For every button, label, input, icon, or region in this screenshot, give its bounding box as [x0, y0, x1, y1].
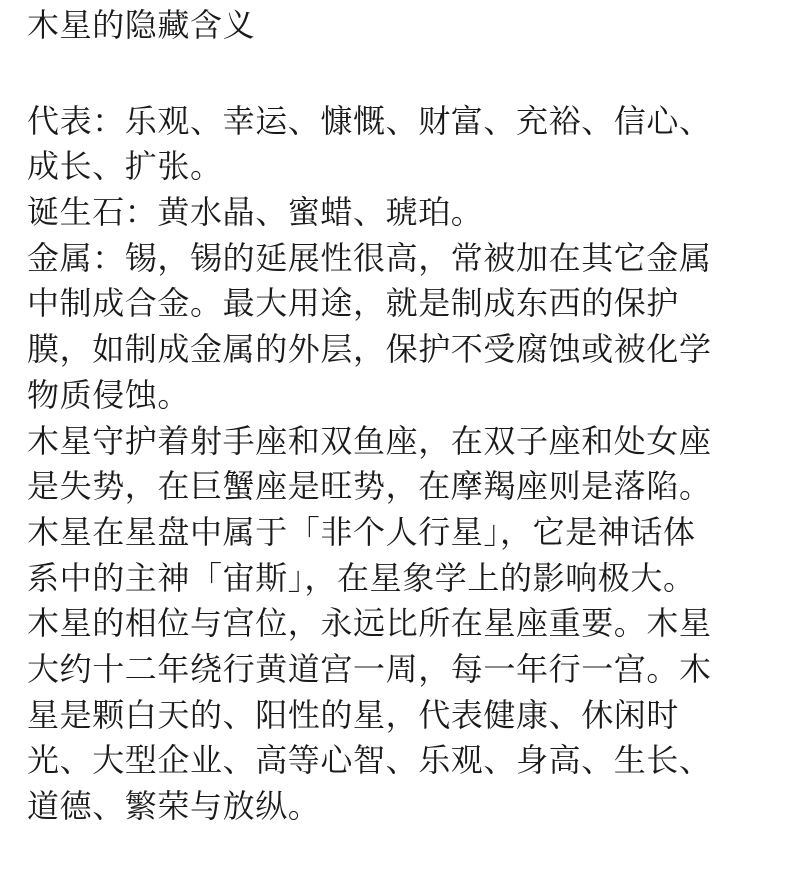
document-body: [27, 0, 787, 830]
text-line: 道德、繁荣与放纵。: [27, 787, 321, 825]
text-line: 物质侵蚀。: [27, 375, 191, 414]
text-line: 金属：锡，锡的延展性很高，常被加在其它金属: [27, 238, 712, 277]
document-title: 木星的隐藏含义: [27, 6, 256, 44]
text-line: 膜，如制成金属的外层，保护不受腐蚀或被化学: [27, 330, 712, 369]
text-line: 代表：乐观、幸运、慷慨、财富、充裕、信心、: [27, 101, 712, 140]
text-line: 星是颗白天的、阳性的星，代表健康、休闲时: [27, 695, 680, 734]
text-line: 成长、扩张。: [27, 147, 223, 186]
text-line: 大约十二年绕行黄道宫一周，每一年行一宫。木: [27, 649, 712, 688]
text-line: 中制成合金。最大用途，就是制成东西的保护: [27, 284, 680, 323]
text-line: 木星守护着射手座和双鱼座，在双子座和处女座: [27, 421, 712, 460]
text-line: 是失势，在巨蟹座是旺势，在摩羯座则是落陷。: [27, 467, 712, 506]
text-line: 光、大型企业、高等心智、乐观、身高、生长、: [27, 741, 712, 780]
text-line: 木星在星盘中属于「非个人行星」，它是神话体: [27, 512, 696, 551]
text-line: 诞生石：黄水晶、蜜蜡、琥珀。: [27, 193, 484, 232]
blank-line: [27, 49, 787, 99]
text-line: 系中的主神「宙斯」，在星象学上的影响极大。: [27, 558, 696, 597]
text-line: 木星的相位与宫位，永远比所在星座重要。木星: [27, 604, 712, 643]
